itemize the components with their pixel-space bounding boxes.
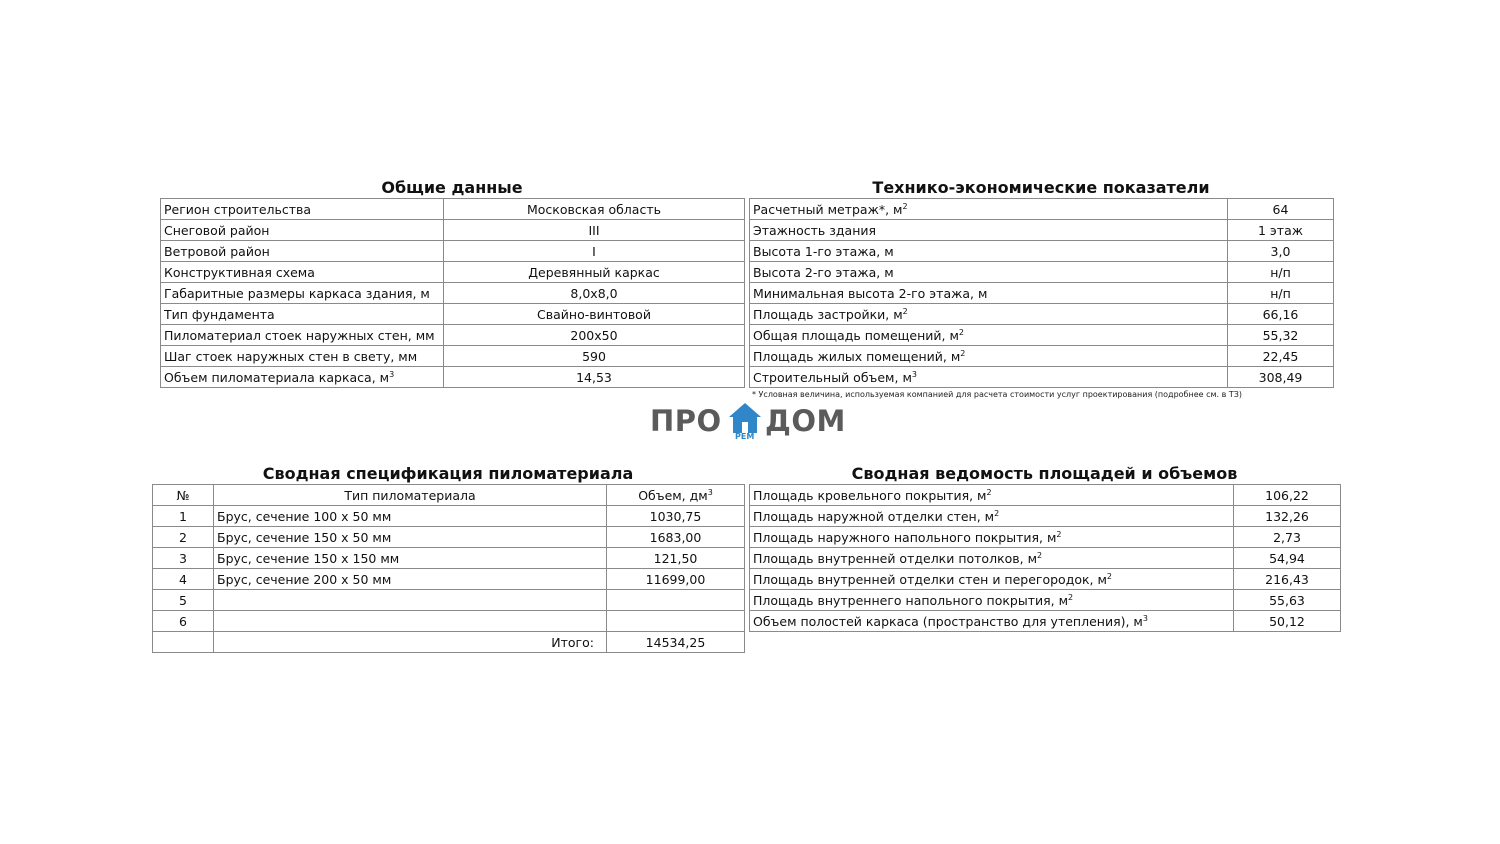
table-row	[750, 590, 1341, 611]
row-value: 8,0х8,0	[444, 283, 745, 304]
unit-superscript: 2	[958, 327, 964, 337]
table-row	[161, 220, 745, 241]
row-value: н/п	[1228, 262, 1334, 283]
header-type: Тип пиломатериала	[214, 485, 607, 506]
general-data-table	[160, 198, 745, 388]
row-number: 5	[153, 590, 214, 611]
row-value: 200х50	[444, 325, 745, 346]
row-value: 216,43	[1234, 569, 1341, 590]
table-row	[750, 485, 1341, 506]
row-value: 66,16	[1228, 304, 1334, 325]
table-row	[161, 199, 745, 220]
row-label	[750, 527, 1234, 548]
row-type: Брус, сечение 150 х 50 мм	[214, 527, 607, 548]
row-label: Высота 2-го этажа, м	[750, 262, 1228, 283]
header-volume	[607, 485, 745, 506]
row-label: Этажность здания	[750, 220, 1228, 241]
tech-economic-table	[749, 198, 1334, 388]
row-label	[750, 485, 1234, 506]
table-row	[161, 367, 745, 388]
row-label	[750, 548, 1234, 569]
label-text: Объем пиломатериала каркаса, м	[164, 369, 390, 385]
unit-superscript: 3	[911, 369, 917, 379]
total-empty-cell	[153, 632, 214, 653]
areas-volumes-table	[749, 484, 1341, 632]
row-value: 132,26	[1234, 506, 1341, 527]
table-row	[750, 220, 1334, 241]
table-row	[750, 283, 1334, 304]
table-row	[750, 367, 1334, 388]
table-row	[161, 283, 745, 304]
table-row	[153, 611, 745, 632]
row-value: 55,32	[1228, 325, 1334, 346]
table-row	[153, 569, 745, 590]
table-row	[750, 527, 1341, 548]
general-data-section	[160, 178, 744, 388]
logo-text-left: ПРО	[650, 404, 722, 438]
label-text: Площадь внутреннего напольного покрытия, м	[753, 592, 1069, 608]
row-label: Регион строительства	[161, 199, 444, 220]
total-value: 14534,25	[607, 632, 745, 653]
row-value: 2,73	[1234, 527, 1341, 548]
logo-subtext: РЕМ	[735, 432, 755, 441]
label-text: Площадь застройки, м	[753, 306, 903, 322]
row-value: 50,12	[1234, 611, 1341, 632]
row-number: 3	[153, 548, 214, 569]
row-label	[750, 611, 1234, 632]
row-label	[750, 590, 1234, 611]
table-row	[161, 304, 745, 325]
table-row	[750, 611, 1341, 632]
row-type	[214, 611, 607, 632]
label-text: Площадь внутренней отделки стен и перегородок, м	[753, 571, 1107, 587]
table-row	[750, 262, 1334, 283]
unit-superscript: 2	[960, 348, 966, 358]
row-label	[750, 304, 1228, 325]
row-type: Брус, сечение 100 х 50 мм	[214, 506, 607, 527]
label-text: Площадь наружного напольного покрытия, м	[753, 529, 1057, 545]
total-label: Итого:	[214, 632, 607, 653]
row-label	[161, 367, 444, 388]
table-row	[750, 569, 1341, 590]
row-label	[750, 346, 1228, 367]
row-value: 3,0	[1228, 241, 1334, 262]
table-row	[750, 325, 1334, 346]
general-data-title: Общие данные	[381, 178, 523, 197]
label-text: Площадь внутренней отделки потолков, м	[753, 550, 1038, 566]
table-row	[750, 304, 1334, 325]
row-label: Тип фундамента	[161, 304, 444, 325]
table-row	[153, 506, 745, 527]
unit-superscript: 2	[902, 306, 908, 316]
row-value: 106,22	[1234, 485, 1341, 506]
row-volume: 121,50	[607, 548, 745, 569]
footnote: * Условная величина, используемая компанией для расчета стоимости услуг проектирования (подробнее см. в ТЗ)	[752, 390, 1243, 399]
areas-volumes-section	[749, 464, 1340, 632]
logo-text-right: ДОМ	[765, 404, 846, 438]
table-row	[750, 346, 1334, 367]
row-value: 308,49	[1228, 367, 1334, 388]
table-row	[161, 262, 745, 283]
lumber-spec-section	[152, 464, 744, 653]
table-row	[153, 548, 745, 569]
table-header-row	[153, 485, 745, 506]
row-label: Шаг стоек наружных стен в свету, мм	[161, 346, 444, 367]
tech-economic-section	[749, 178, 1333, 388]
unit-superscript: 2	[1106, 571, 1113, 581]
row-volume: 11699,00	[607, 569, 745, 590]
row-label	[750, 199, 1228, 220]
total-row	[153, 632, 745, 653]
row-volume	[607, 590, 745, 611]
row-volume: 1030,75	[607, 506, 745, 527]
row-number: 6	[153, 611, 214, 632]
label-text: Общая площадь помещений, м	[753, 327, 959, 343]
header-volume-text: Объем, дм	[638, 487, 708, 503]
label-text: Площадь наружной отделки стен, м	[753, 508, 995, 524]
row-label: Ветровой район	[161, 241, 444, 262]
row-number: 1	[153, 506, 214, 527]
unit-superscript: 2	[1056, 529, 1062, 539]
row-value: 55,63	[1234, 590, 1341, 611]
table-row	[750, 548, 1341, 569]
table-row	[750, 199, 1334, 220]
unit-superscript: 2	[902, 201, 908, 211]
areas-volumes-title: Сводная ведомость площадей и объемов	[851, 464, 1238, 483]
row-value: Деревянный каркас	[444, 262, 745, 283]
row-number: 2	[153, 527, 214, 548]
row-label: Минимальная высота 2-го этажа, м	[750, 283, 1228, 304]
label-text: Строительный объем, м	[753, 369, 912, 385]
row-label: Снеговой район	[161, 220, 444, 241]
table-row	[750, 506, 1341, 527]
header-number: №	[153, 485, 214, 506]
row-label: Пиломатериал стоек наружных стен, мм	[161, 325, 444, 346]
row-type	[214, 590, 607, 611]
row-type: Брус, сечение 150 х 150 мм	[214, 548, 607, 569]
label-text: Объем полостей каркаса (пространство для утепления), м	[753, 613, 1143, 629]
table-row	[153, 590, 745, 611]
house-icon	[728, 402, 762, 434]
row-value: 54,94	[1234, 548, 1341, 569]
unit-superscript: 2	[986, 487, 992, 497]
row-label	[750, 367, 1228, 388]
unit-superscript: 3	[389, 369, 395, 379]
table-row	[153, 527, 745, 548]
row-value: 14,53	[444, 367, 745, 388]
lumber-spec-title: Сводная спецификация пиломатериала	[262, 464, 634, 483]
table-row	[750, 241, 1334, 262]
row-value: 64	[1228, 199, 1334, 220]
row-label: Высота 1-го этажа, м	[750, 241, 1228, 262]
row-label	[750, 569, 1234, 590]
row-value: 590	[444, 346, 745, 367]
row-type: Брус, сечение 200 х 50 мм	[214, 569, 607, 590]
row-value: н/п	[1228, 283, 1334, 304]
row-value: Свайно-винтовой	[444, 304, 745, 325]
label-text: Площадь жилых помещений, м	[753, 348, 961, 364]
unit-superscript: 2	[1037, 550, 1043, 560]
tech-economic-title: Технико-экономические показатели	[872, 178, 1210, 197]
unit-superscript: 2	[994, 508, 1000, 518]
table-row	[161, 346, 745, 367]
row-label: Габаритные размеры каркаса здания, м	[161, 283, 444, 304]
table-row	[161, 241, 745, 262]
lumber-spec-table	[152, 484, 745, 653]
company-logo	[650, 402, 850, 446]
row-number: 4	[153, 569, 214, 590]
row-label	[750, 506, 1234, 527]
row-value: III	[444, 220, 745, 241]
row-value: 1 этаж	[1228, 220, 1334, 241]
unit-superscript: 2	[1068, 592, 1074, 602]
label-text: Расчетный метраж*, м	[753, 201, 903, 217]
row-volume	[607, 611, 745, 632]
label-text: Площадь кровельного покрытия, м	[753, 487, 987, 503]
row-label: Конструктивная схема	[161, 262, 444, 283]
row-value: Московская область	[444, 199, 745, 220]
row-label	[750, 325, 1228, 346]
table-row	[161, 325, 745, 346]
row-volume: 1683,00	[607, 527, 745, 548]
unit-superscript: 3	[707, 487, 713, 497]
unit-superscript: 3	[1142, 613, 1148, 623]
row-value: I	[444, 241, 745, 262]
row-value: 22,45	[1228, 346, 1334, 367]
